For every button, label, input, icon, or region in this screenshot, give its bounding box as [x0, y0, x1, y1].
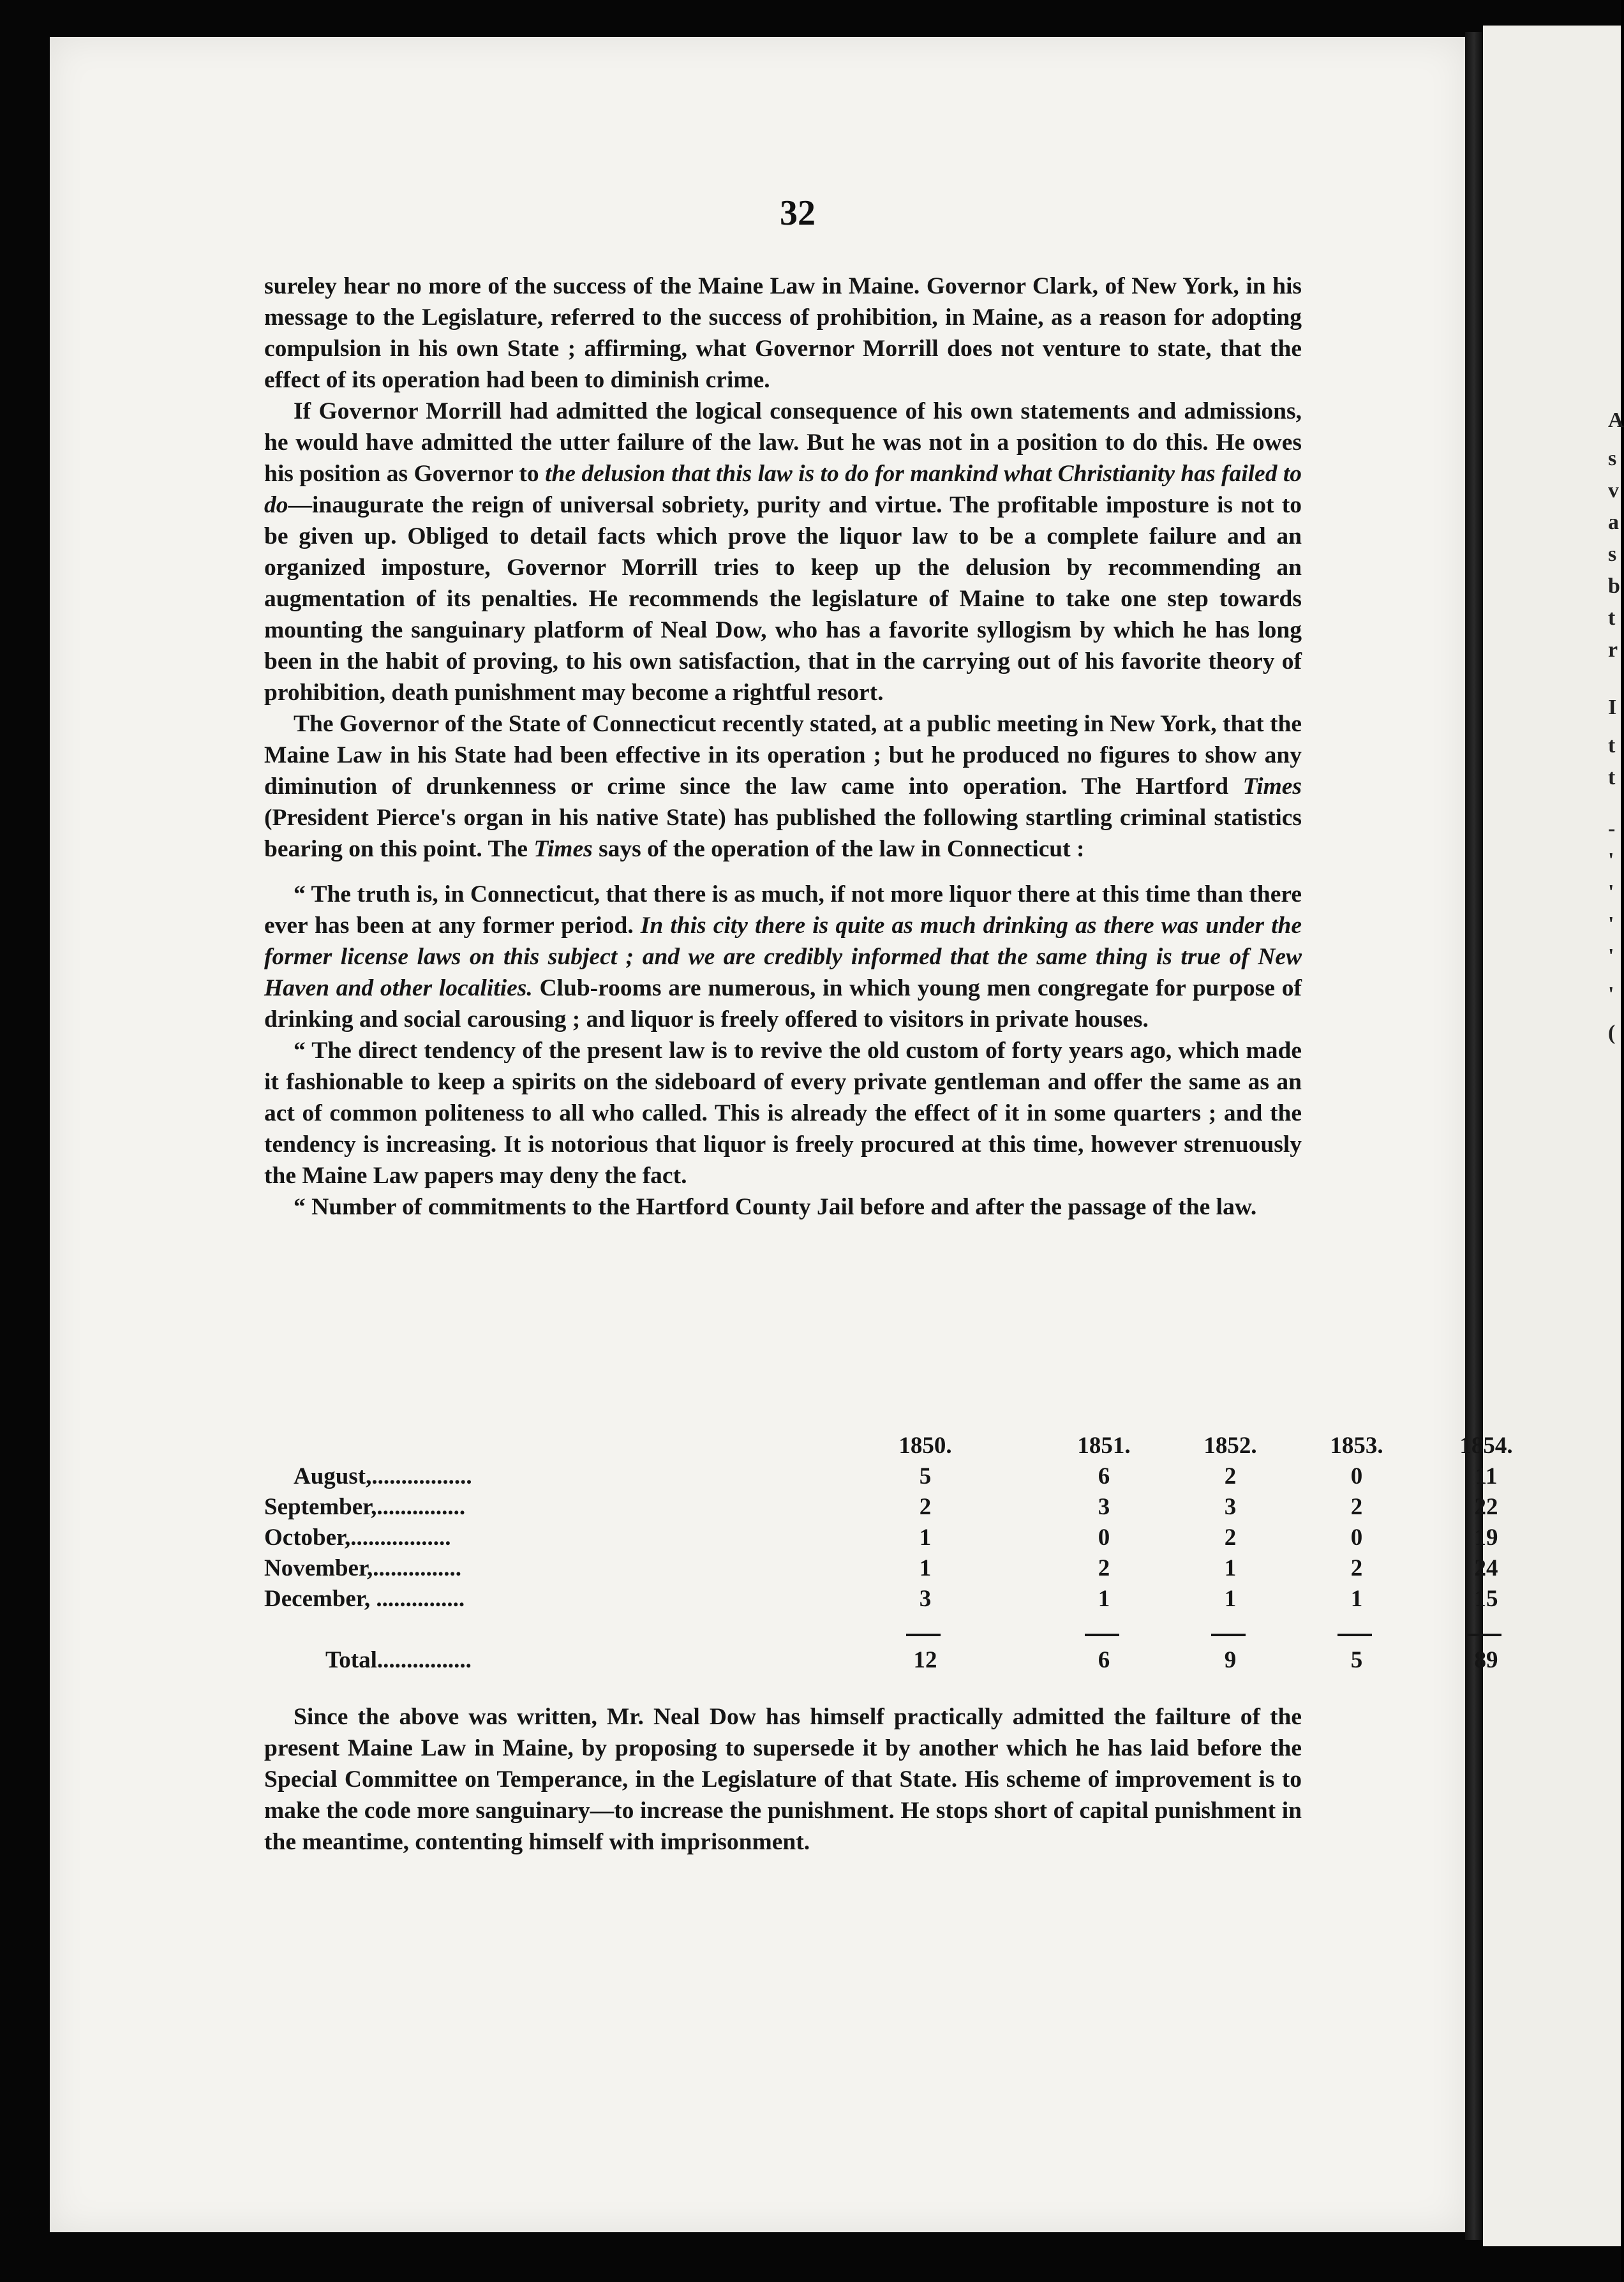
year-header: 1851. [1077, 1433, 1131, 1459]
table-cell: 9 [1224, 1647, 1237, 1673]
table-cell: 0 [1098, 1525, 1110, 1551]
table-row [264, 1461, 1498, 1492]
table-cell: 24 [1474, 1555, 1498, 1581]
month-label: November,............... [264, 1555, 461, 1581]
table-row [264, 1523, 1498, 1553]
table-cell: 1 [919, 1525, 932, 1551]
quotation: “ The truth is, in Connecticut, that there is as much, if not more liquor there at this time than there ever has been at any former period. In this city there is quite as much drinking as there was under the former license laws on this subject ; and we are credibly informed that the same thing is true of New Haven and other localities. Club-rooms are numerous, in which young men congregate for purpose of drinking and social carousing ; and liquor is freely offered to visitors in private houses. [264, 881, 1302, 1033]
paragraph: The Governor of the State of Connecticut recently stated, at a public meeting in New York, that the Maine Law in his State had been effective in its operation ; but he produced no figures to show any diminution of drunkenness or crime since the law came into operation. The Hartford Times (President Pierce's organ in his native State) has published the following startling criminal statistics bearing on this point. The Times says of the operation of the law in Connecticut : [264, 711, 1302, 862]
adjacent-fragment: s [1608, 542, 1617, 566]
book-gutter [1465, 32, 1483, 2240]
total-label: Total................ [325, 1647, 472, 1673]
table-cell: 15 [1474, 1586, 1498, 1612]
table-row [264, 1553, 1498, 1584]
adjacent-fragment: ( [1608, 1021, 1616, 1045]
table-cell: 3 [1224, 1494, 1237, 1520]
adjacent-fragment: t [1608, 766, 1616, 789]
rule [1467, 1634, 1501, 1636]
body-text [264, 271, 1302, 1223]
paragraph: If Governor Morrill had admitted the logical consequence of his own statements and admissions, he would have admitted the utter failure of the law. But he was not in a position to do this. He owes his position as Governor to the delusion that this law is to do for mankind what Christianity has failed to do—inaugurate the reign of universal sobriety, purity and virtue. The profitable imposture is not to be given up. Obliged to detail facts which prove the liquor law to be a complete failure and an organized imposture, Governor Morrill tries to keep up the delusion by recommending an augmentation of its penalties. He recommends the legislature of Maine to take one step towards mounting the sanguinary platform of Neal Dow, who has a favorite syllogism by which he has long been in the habit of proving, to his own satisfaction, that in the carrying out of his favorite theory of prohibition, death punishment may become a rightful resort. [264, 398, 1302, 706]
table-total-row [264, 1645, 1498, 1676]
table-cell: 5 [1350, 1647, 1363, 1673]
table-cell: 2 [1350, 1555, 1363, 1581]
emphasis: In this city there is quite as much drinking as there was under the former license laws on this subject ; and we are credibly informed that the same thing is true of New Haven and other localities. [264, 913, 1302, 1001]
emphasis: the delusion that this law is to do for mankind what Christianity has failed to do [264, 461, 1302, 518]
table-row [264, 1492, 1498, 1523]
table-cell: 1 [919, 1555, 932, 1581]
table-cell: 12 [913, 1647, 937, 1673]
table-cell: 6 [1098, 1647, 1110, 1673]
table-header-row [264, 1431, 1513, 1461]
adjacent-fragment: r [1608, 638, 1618, 662]
table-cell: 22 [1474, 1494, 1498, 1520]
adjacent-fragment: t [1608, 606, 1616, 630]
table-cell: 2 [1224, 1525, 1237, 1551]
table-cell: 0 [1350, 1525, 1363, 1551]
closing-text [264, 1701, 1302, 1858]
month-label: September,............... [264, 1494, 466, 1520]
quotation: “ The direct tendency of the present law is to revive the old custom of forty years ago, which made it fashionable to keep a spirits on the sideboard of every private gentleman and offer the same as an act of common politeness to all who called. This is already the effect of it in some quarters ; and the tendency is increasing. It is notorious that liquor is freely procured at this time, however strenuously the Maine Law papers may deny the fact. [264, 1038, 1302, 1189]
emphasis: Times [533, 836, 593, 862]
table-cell: 6 [1098, 1463, 1110, 1489]
adjacent-page-edge [1483, 26, 1624, 2246]
table-cell: 11 [1475, 1463, 1498, 1489]
table-row [264, 1584, 1498, 1615]
table-cell: 2 [1098, 1555, 1110, 1581]
adjacent-fragment: ' [1608, 944, 1614, 968]
rule [1211, 1634, 1246, 1636]
adjacent-fragment: A [1608, 408, 1624, 432]
rule [906, 1634, 941, 1636]
table-cell: 3 [1098, 1494, 1110, 1520]
paragraph: Since the above was written, Mr. Neal Dow has himself practically admitted the failture of the present Maine Law in Maine, by proposing to supersede it by another which he has laid before the Special Committee on Temperance, in the Legislature of that State. His scheme of improvement is to make the code more sanguinary—to increase the punishment. He stops short of capital punishment in the meantime, contenting himself with imprisonment. [264, 1704, 1302, 1855]
table-cell: 1 [1350, 1586, 1363, 1612]
adjacent-fragment: v [1608, 479, 1619, 502]
page-number: 32 [780, 193, 816, 233]
adjacent-fragment: a [1608, 511, 1619, 534]
year-header: 1853. [1330, 1433, 1383, 1459]
year-header: 1854. [1459, 1433, 1513, 1459]
total-rule-row [264, 1615, 1302, 1645]
rule [1337, 1634, 1372, 1636]
quotation: “ Number of commitments to the Hartford County Jail before and after the passage of the law. [294, 1194, 1257, 1220]
table-cell: 89 [1474, 1647, 1498, 1673]
table-cell: 3 [919, 1586, 932, 1612]
month-label: December, ............... [264, 1586, 465, 1612]
month-label: October,................. [264, 1525, 451, 1551]
commitments-table [264, 1431, 1513, 1676]
table-cell: 1 [1098, 1586, 1110, 1612]
adjacent-fragment: b [1608, 574, 1620, 598]
rule [1085, 1634, 1119, 1636]
adjacent-fragment: - [1608, 817, 1616, 840]
table-cell: 19 [1474, 1525, 1498, 1551]
adjacent-fragment: ' [1608, 849, 1614, 872]
table-cell: 5 [919, 1463, 932, 1489]
table-cell: 1 [1224, 1555, 1237, 1581]
table-cell: 2 [1224, 1463, 1237, 1489]
month-label: August,................. [294, 1463, 472, 1489]
adjacent-fragment: s [1608, 447, 1617, 470]
adjacent-fragment: t [1608, 734, 1616, 757]
year-header: 1852. [1203, 1433, 1257, 1459]
table-cell: 0 [1350, 1463, 1363, 1489]
adjacent-fragment: ' [1608, 983, 1614, 1006]
table-cell: 2 [1350, 1494, 1363, 1520]
adjacent-fragment: ' [1608, 913, 1614, 936]
table-cell: 2 [919, 1494, 932, 1520]
table-cell: 1 [1224, 1586, 1237, 1612]
adjacent-fragment: ' [1608, 881, 1614, 904]
paragraph: sureley hear no more of the success of the Maine Law in Maine. Governor Clark, of New York, in his message to the Legislature, referred to the success of prohibition, in Maine, as a reason for adopting compulsion in his own State ; affirming, what Governor Morrill does not venture to state, that the effect of its operation had been to diminish crime. [264, 273, 1302, 393]
adjacent-fragment: I [1608, 696, 1617, 719]
emphasis: Times [1242, 773, 1302, 800]
year-header: 1850. [898, 1433, 952, 1459]
